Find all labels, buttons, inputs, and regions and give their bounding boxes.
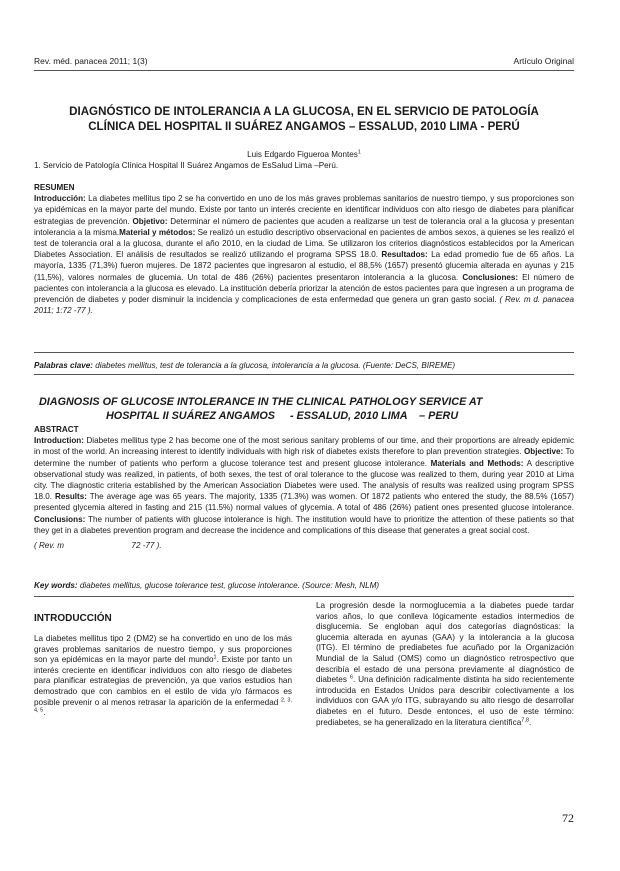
resumen-obj: Determinar el número de pacientes que acuden a realizarse un test de tolerancia oral a la glucosa y presentan intolerancia a la misma. xyxy=(34,216,575,237)
abstract-intro-label: Introduction: xyxy=(34,436,84,446)
abstract-res: The average age was 65 years. The majority, 1335 (71.3%) was women. Of 1872 patients who entered the study, the 88.5% (1657) presented glycemia altered in fasting and 215 (11.5%) normal values of glycemia. A total of 486 (26%) patient ones presented glucose intolerance. xyxy=(34,492,574,513)
title-line-2: CLÍNICA DEL HOSPITAL II SUÁREZ ANGAMOS – ESSALUD, 2010 LIMA - PERÚ xyxy=(88,120,520,133)
intro-p1c: . xyxy=(43,708,46,718)
abstract-citation: ( Rev. m 72 -77 ). xyxy=(34,541,162,551)
intro-p1a: La diabetes mellitus tipo 2 (DM2) se ha convertido en uno de los más graves problemas sanitarios de nuestro tiempo, y sus proporciones son ya epidémicas en la mayor parte del mundo xyxy=(34,634,292,665)
resumen-intro-label: Introducción: xyxy=(34,194,86,204)
abstract-con-label: Conclusions: xyxy=(34,514,86,524)
title-line-1: DIAGNÓSTICO DE INTOLERANCIA A LA GLUCOSA, EN EL SERVICIO DE PATOLOGÍA xyxy=(69,105,539,118)
intro-p2b: . Una definición radicalmente distinta ha sido recientemente introducida en Estados Unidos para describir colectivamente a los individuos con GAA y/o ITG, subrayando su alto riesgo de desarrollar diabetes en el futuro. Desde entonces, el uso de este término: prediabetes, se ha generalizado en la literatura científica xyxy=(316,675,575,727)
english-title-line-1: DIAGNOSIS OF GLUCOSE INTOLERANCE IN THE CLINICAL PATHOLOGY SERVICE AT xyxy=(39,396,483,408)
abstract-obj-label: Objective: xyxy=(524,447,564,457)
intro-p1a-sup: 1 xyxy=(213,654,217,661)
abstract-met-label: Materials and Methods: xyxy=(430,458,524,468)
key-words xyxy=(34,580,574,591)
english-title xyxy=(34,396,574,423)
header-divider xyxy=(34,70,574,71)
keywords-label: Key words: xyxy=(34,581,78,590)
page-number: 72 xyxy=(562,811,574,825)
article-title xyxy=(34,104,574,134)
intro-p1b-sup: 2, 3, 4, 5 xyxy=(34,696,293,714)
palabras-divider xyxy=(34,374,574,375)
resumen-block xyxy=(34,182,574,316)
abstract-res-label: Results: xyxy=(54,492,87,502)
author-name: Luis Edgardo Figueroa Montes xyxy=(247,150,358,159)
intro-paragraph-1 xyxy=(34,634,292,719)
abstract-met: A descriptive observational study was realized, in patients, of both sexes, the test of oral tolerance to the glucose was realized to them, during year 2010 at Lima city. The diagnostic criteria established by the American Association Diabetes were used. The analysis of results was realized using program SPSS 18.0. xyxy=(34,458,574,502)
resumen-intro: La diabetes mellitus tipo 2 se ha convertido en uno de los más graves problemas sanitarios de nuestro tiempo, y sus proporciones son ya epidémicas en la mayor parte del mundo. Existe por tanto un interés creciente en identificar individuos con alto riesgo de diabetes para planificar estrategias de prevención. xyxy=(34,194,574,226)
article-type: Artículo Original xyxy=(513,56,574,66)
resumen-heading: RESUMEN xyxy=(34,183,75,192)
abstract-con: The number of patients with glucose intolerance is high. The institution would have to prioritize the attention of these patients so that they get in a diabetes prevention program and decrease the incidence and complications of this disease that generates a great social cost. xyxy=(34,514,574,535)
abstract-obj: To determine the number of patients who perform a glucose tolerance test and present glucose intolerance. xyxy=(34,447,574,468)
intro-paragraph-2 xyxy=(316,601,574,728)
intro-p2c: . xyxy=(528,717,532,727)
resumen-citation: ( Rev. m d. panacea 2011; 1:72 -77 ). xyxy=(34,295,574,316)
abstract-intro: Diabetes mellitus type 2 has become one of the most serious sanitary problems of our time, and their proportions are already epidemic in most of the world. An increasing interest to identify individuals with high risk of diabetes exists therefore to plan prevention strategies. xyxy=(34,436,574,457)
palabras-clave xyxy=(34,360,574,371)
intro-p2a-sup: 6 xyxy=(349,674,353,681)
affiliation: 1. Servicio de Patología Clínica Hospital II Suárez Angamos de EsSalud Lima –Perú. xyxy=(34,161,339,170)
keywords-text: diabetes mellitus, glucose tolerance test, glucose intolerance. (Source: Mesh, NLM) xyxy=(77,581,380,590)
intro-p2b-sup: 7,8 xyxy=(521,716,529,723)
author-sup: 1 xyxy=(357,149,361,156)
abstract-block xyxy=(34,424,574,551)
palabras-text: diabetes mellitus, test de tolerancia a la glucosa, intolerancia a la glucosa. (Fuente: DeCS, BIREME) xyxy=(92,361,456,370)
intro-p1b: . Existe por tanto un interés creciente en identificar individuos con alto riesgo de diabetes para planificar estrategias de prevención, ya que varios estudios han demostrado que con cambios en el estilo de vida y/o fármacos es posible prevenir o al menos retrasar la aparición de la enfermedad xyxy=(34,655,292,707)
intro-p2a: La progresión desde la normoglucemia a la diabetes puede tardar varios años, lo que conlleva lógicamente estadios intermedios de disglucemia. Se engloban aquí dos categorías diagnósticas: la glucemia alterada en ayunas (GAA) y la intolerancia a la glucosa (ITG). El término de prediabetes fue acuñado por la Organización Mundial de la Salud (OMS) como un diagnóstico retrospectivo que describía el estado de una persona previamente al diagnóstico de diabetes xyxy=(316,601,574,685)
resumen-divider xyxy=(34,352,574,353)
resumen-con: El número de pacientes con intolerancia a la glucosa es elevado. La institución debería priorizar la atención de estos pacientes para que ingresen a un programa de prevención de diabetes y poder disminuir la incidencia y complicaciones de esta enfermedad que genera un gran gasto social. xyxy=(34,272,574,305)
journal-reference: Rev. méd. panacea 2011; 1(3) xyxy=(34,56,148,66)
resumen-con-label: Conclusiones: xyxy=(462,272,519,282)
resumen-text xyxy=(34,193,574,316)
intro-heading: INTRODUCCIÓN xyxy=(34,613,112,624)
resumen-res-label: Resultados: xyxy=(381,250,428,260)
resumen-met-label: Material y métodos: xyxy=(119,227,196,237)
resumen-met: Se realizó un estudio descriptivo observacional en pacientes de ambos sexos, a quienes se les realizó el test de tolerancia oral a la glucosa, durante el año 2010, en la ciudad de Lima. Se utilizaron los criterios diagnósticos establecidos por la American Diabetes Association. El análisis de resultados se realizó utilizando el programa SPSS 18.0. xyxy=(34,227,574,260)
author xyxy=(34,149,574,160)
abstract-heading: ABSTRACT xyxy=(34,425,79,434)
english-title-line-2: HOSPITAL II SUÁREZ ANGAMOS - ESSALUD, 2010 LIMA – PERU xyxy=(106,409,459,422)
keywords-divider xyxy=(34,596,574,597)
abstract-text xyxy=(34,435,574,536)
palabras-label: Palabras clave: xyxy=(34,361,93,370)
resumen-res: La edad promedio fue de 65 años. La mayoría, 1335 (71,3%) fueron mujeres. De 1872 pacientes que ingresaron al estudio, el 88,5% (1657) presentó glucemia alterada en ayunas y 215 (11,5%), valores normales de glucemia. Un total de 486 (26%) pacientes presentaron intolerancia a la glucosa. xyxy=(34,250,574,282)
resumen-obj-label: Objetivo: xyxy=(132,216,168,226)
